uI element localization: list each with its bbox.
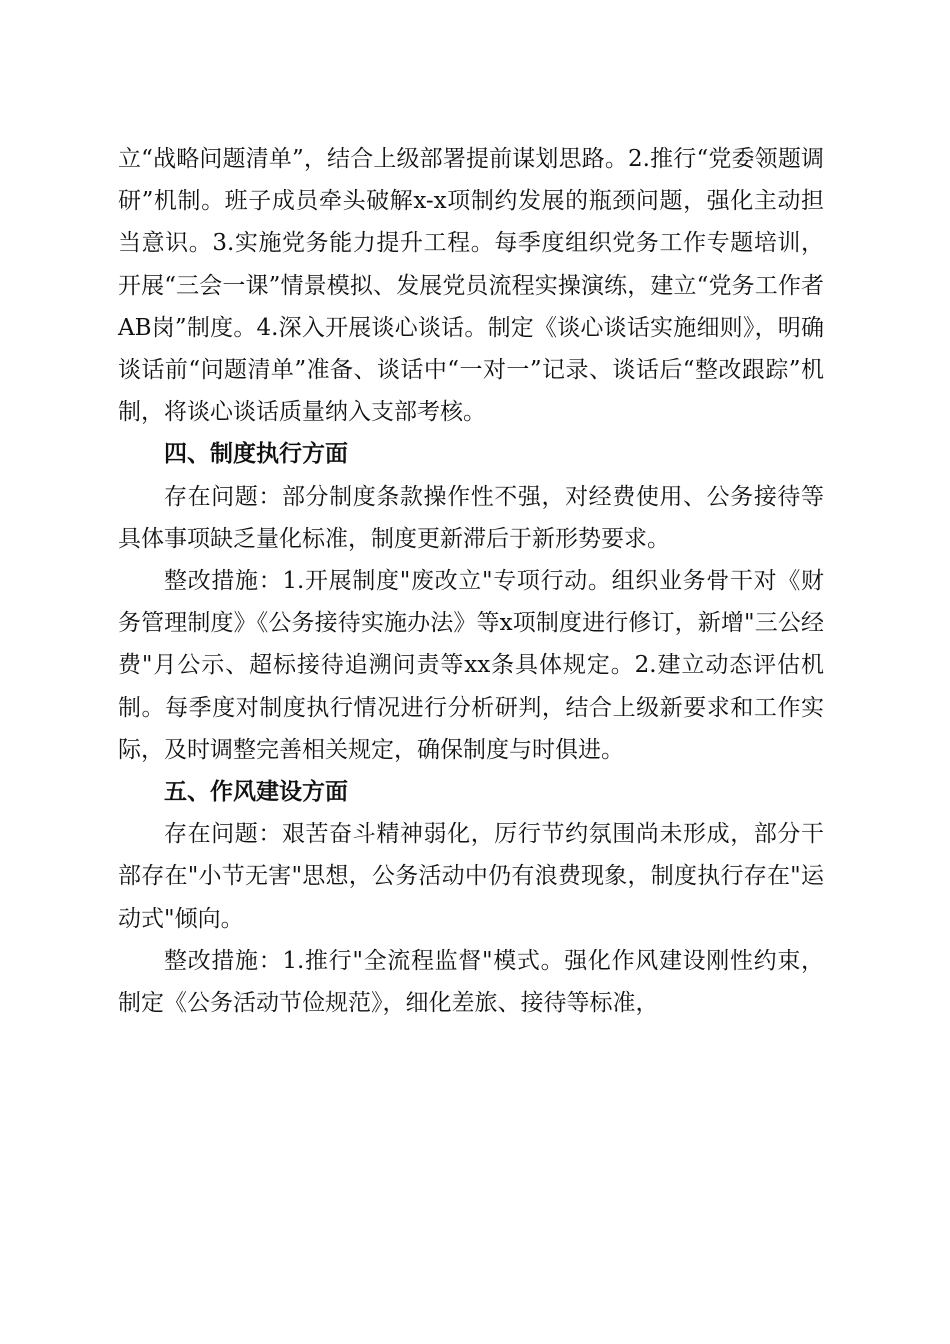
section-problem-work-style: 存在问题：艰苦奋斗精神弱化，厉行节约氛围尚未形成，部分干部存在"小节无害"思想，公务活动中仍有浪费现象，制度执行存在"运动式"倾向。: [118, 821, 824, 932]
continuation-paragraph: 立“战略问题清单”，结合上级部署提前谋划思路。2.推行“党委领题调研”机制。班子成员牵头破解x-x项制约发展的瓶颈问题，强化主动担当意识。3.实施党务能力提升工程。每季度组织党务工作专题培训，开展“三会一课”情景模拟、发展党员流程实操演练，建立“党务工作者AB岗”制度。4.深入开展谈心谈话。制定《谈心谈话实施细则》，明确谈话前“问题清单”准备、谈话中“一对一”记录、谈话后“整改跟踪”机制，将谈心谈话质量纳入支部考核。: [118, 146, 824, 426]
section-measures-work-style: 整改措施：1.推行"全流程监督"模式。强化作风建设刚性约束，制定《公务活动节俭规范》，细化差旅、接待等标准，: [118, 947, 824, 1017]
section-heading-work-style: 五、作风建设方面: [164, 779, 348, 806]
section-problem-institution: 存在问题：部分制度条款操作性不强，对经费使用、公务接待等具体事项缺乏量化标准，制度更新滞后于新形势要求。: [118, 483, 824, 552]
document-body: [118, 138, 824, 1024]
section-heading-institution: 四、制度执行方面: [164, 441, 348, 468]
section-measures-institution: 整改措施：1.开展制度"废改立"专项行动。组织业务骨干对《财务管理制度》《公务接待实施办法》等x项制度进行修订，新增"三公经费"月公示、超标接待追溯问责等xx条具体规定。2.建立动态评估机制。每季度对制度执行情况进行分析研判，结合上级新要求和工作实际，及时调整完善相关规定，确保制度与时俱进。: [118, 568, 824, 763]
